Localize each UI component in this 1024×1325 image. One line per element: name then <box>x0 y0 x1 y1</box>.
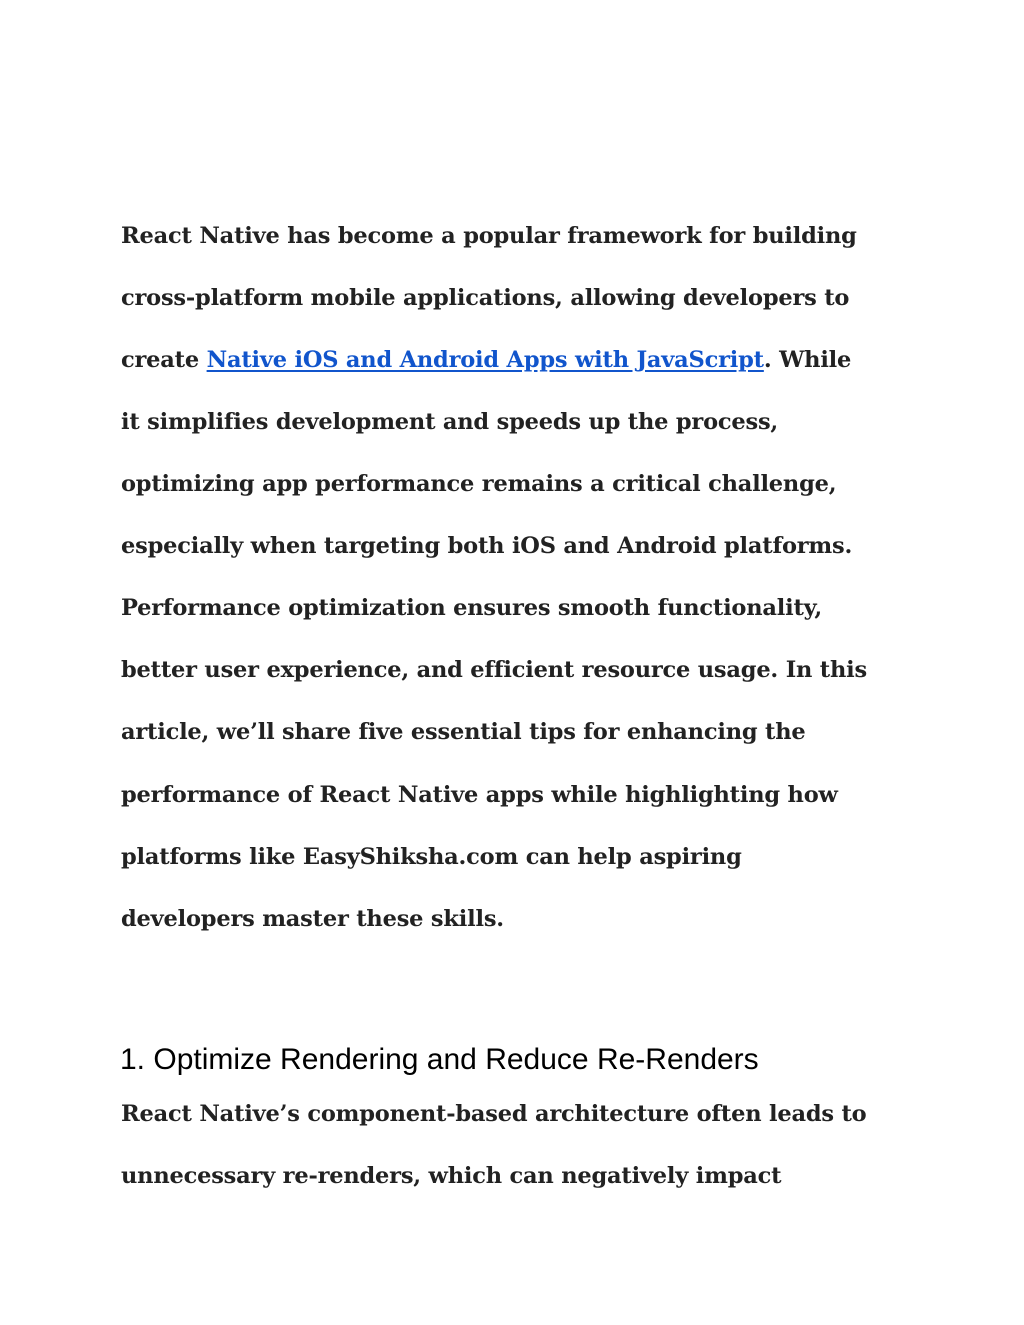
section-1-heading: 1. Optimize Rendering and Reduce Re-Renders <box>120 1043 759 1076</box>
intro-line-11: platforms like EasyShiksha.com can help aspiring <box>121 844 742 870</box>
intro-line-3 <box>121 345 851 375</box>
intro-line-2: cross-platform mobile applications, allowing developers to <box>121 285 850 311</box>
intro-line-5: optimizing app performance remains a critical challenge, <box>121 471 837 497</box>
intro-line-6: especially when targeting both iOS and Android platforms. <box>121 533 853 559</box>
intro-line-10: performance of React Native apps while highlighting how <box>121 782 838 808</box>
native-apps-link[interactable]: Native iOS and Android Apps with JavaScript <box>206 347 764 373</box>
intro-line-8: better user experience, and efficient resource usage. In this <box>121 657 867 683</box>
section-1-line-2: unnecessary re-renders, which can negatively impact <box>121 1163 782 1189</box>
intro-line-4: it simplifies development and speeds up the process, <box>121 409 779 435</box>
intro-line-9: article, we’ll share five essential tips for enhancing the <box>121 719 806 745</box>
intro-line-7: Performance optimization ensures smooth functionality, <box>121 595 823 621</box>
intro-line-3-prefix: create <box>121 347 207 373</box>
intro-line-12: developers master these skills. <box>121 906 504 932</box>
intro-line-1: React Native has become a popular framework for building <box>121 223 857 249</box>
section-1-line-1: React Native’s component-based architecture often leads to <box>121 1101 867 1127</box>
intro-line-3-suffix: . While <box>763 347 852 373</box>
